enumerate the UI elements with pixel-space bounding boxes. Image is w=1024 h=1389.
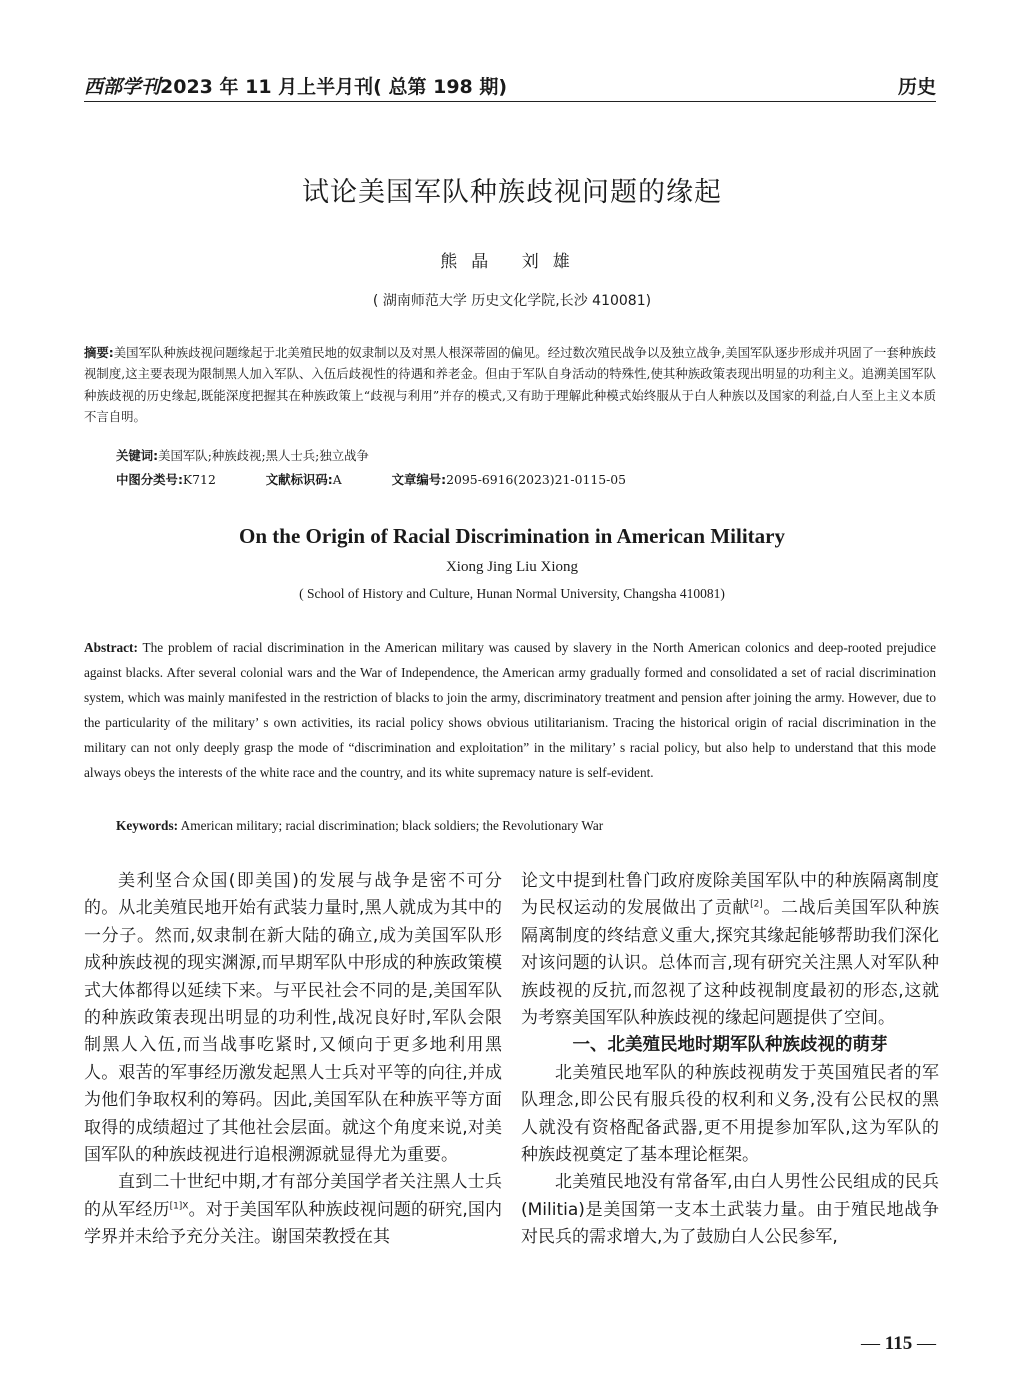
body-paragraph: 美利坚合众国(即美国)的发展与战争是密不可分的。从北美殖民地开始有武装力量时,黑人就成为其中的一分子。然而,奴隶制在新大陆的确立,成为美国军队形成种族歧视的现实渊源,而早期军队中形成的种族政策模式大体都得以延续下来。与平民社会不同的是,美国军队的种族政策表现出明显的功利性,战况良好时,军队会限制黑人入伍,而当战事吃紧时,又倾向于更多地利用黑人。艰苦的军事经历激发起黑人士兵对平等的向往,并成为他们争取权利的筹码。因此,美国军队在种族平等方面取得的成绩超过了其他社会层面。就这个角度来说,对美国军队的种族歧视进行追根溯源就显得尤为重要。 — [84, 871, 502, 1166]
keywords-cn — [116, 446, 369, 464]
english-title: On the Origin of Racial Discrimination in American Military — [239, 524, 785, 548]
section-label: 历史 — [897, 76, 936, 98]
keywords-cn-text: 美国军队;种族歧视;黑人士兵;独立战争 — [158, 448, 369, 463]
page-number: — 115 — — [861, 1333, 936, 1354]
abstract-cn-text: 美国军队种族歧视问题缘起于北美殖民地的奴隶制以及对黑人根深蒂固的偏见。经过数次殖民战争以及独立战争,美国军队逐步形成并巩固了一套种族歧视制度,这主要表现为限制黑人加入军队、入伍后歧视性的待遇和养老金。但由于军队自身活动的特殊性,使其种族政策表现出明显的功利主义。追溯美国军队种族歧视的历史缘起,既能深度把握其在种族政策上“歧视与利用”并存的模式,又有助于理解此种模式始终服从于白人种族以及国家的利益,白人至上主义本质不言自明。 — [84, 345, 936, 424]
affiliation: ( 湖南师范大学 历史文化学院,长沙 410081) — [372, 293, 652, 309]
abstract-cn — [84, 342, 936, 427]
body-paragraph: 北美殖民地军队的种族歧视萌发于英国殖民者的军队理念,即公民有服兵役的权利和义务,没有公民权的黑人就没有资格配备武器,更不用提参加军队,这为军队的种族歧视奠定了基本理论框架。 — [521, 1062, 939, 1166]
doc-code — [266, 472, 342, 487]
clc-label: 中图分类号: — [116, 472, 183, 487]
keywords-en — [116, 818, 603, 834]
clc-code — [116, 472, 216, 487]
issue-label: 2023 年 11 月上半月刊( 总第 198 期) — [160, 76, 508, 98]
article-value: 2095-6916(2023)21-0115-05 — [446, 472, 627, 487]
paragraph-text: 直到二十世纪中期,才有部分美国学者关注黑人士兵的从军经历 — [84, 1172, 502, 1220]
journal-logo: 西部学刊 — [84, 76, 161, 98]
paragraph-text: 论文中提到杜鲁门政府废除美国军队中的种族隔离制度为民权运动的发展做出了贡献 — [521, 871, 939, 919]
abstract-en-label: Abstract: — [84, 640, 138, 655]
authors: 熊晶 刘雄 — [440, 252, 584, 272]
article-label: 文章编号: — [391, 472, 447, 487]
page-number-value: 115 — [884, 1333, 913, 1354]
citation-ref: [1]X — [169, 1201, 189, 1212]
body-column-left — [84, 868, 502, 1252]
keywords-en-label: Keywords: — [116, 818, 179, 833]
paragraph-text: 。二战后美国军队种族隔离制度的终结意义重大,探究其缘起能够帮助我们深化对该问题的认识。总体而言,现有研究关注黑人对军队种族歧视的反抗,而忽视了这种歧视制度最初的形态,这就为考察美国军队种族歧视的缘起问题提供了空间。 — [521, 898, 940, 1029]
body-paragraph — [84, 1169, 502, 1251]
section-heading: 一、北美殖民地时期军队种族歧视的萌芽 — [572, 1035, 888, 1056]
article-number — [392, 472, 626, 487]
doc-value: A — [332, 472, 342, 487]
body-paragraph — [521, 868, 939, 1032]
running-header — [84, 70, 936, 98]
doc-label: 文献标识码: — [265, 472, 333, 487]
journal-issue — [84, 72, 507, 99]
english-authors: Xiong Jing Liu Xiong — [445, 559, 579, 575]
english-affiliation: ( School of History and Culture, Hunan Normal University, Changsha 410081) — [299, 586, 725, 601]
abstract-en-text: The problem of racial discrimination in the American military was caused by slavery in the North American colonics and deep-rooted prejudice against blacks. After several colonial wars and the War of Independence, the American army gradually formed and consolidated a set of racial discrimination system, which was mainly manifested in the restriction of blacks to join the army, discriminatory treatment and pension after joining the army. However, due to the particularity of the military’ s own activities, its racial policy shows obvious utilitarianism. Tracing the historical origin of racial discrimination in the military can not only deeply grasp the mode of “discrimination and exploitation” in the military’ s racial policy, but also help to understand that this mode always obeys the interests of the white race and the country, and its white supremacy nature is self-evident. — [84, 640, 937, 780]
abstract-cn-label: 摘要: — [84, 345, 114, 360]
paragraph-text: 。对于美国军队种族歧视问题的研究,国内学界并未给予充分关注。谢国荣教授在其 — [84, 1199, 503, 1248]
body-column-right — [521, 868, 939, 1252]
body-paragraph: 北美殖民地没有常备军,由白人男性公民组成的民兵(Militia)是美国第一支本土武装力量。由于殖民地战争对民兵的需求增大,为了鼓励白人公民参军, — [521, 1172, 939, 1248]
keywords-en-text: American military; racial discrimination; black soldiers; the Revolutionary War — [180, 818, 604, 833]
clc-value: K712 — [182, 472, 216, 487]
header-rule — [84, 101, 936, 102]
abstract-en — [84, 635, 936, 785]
classification-row — [116, 470, 672, 488]
citation-ref: [2] — [750, 899, 763, 910]
article-title: 试论美国军队种族歧视问题的缘起 — [302, 177, 722, 208]
keywords-cn-label: 关键词: — [116, 448, 159, 463]
